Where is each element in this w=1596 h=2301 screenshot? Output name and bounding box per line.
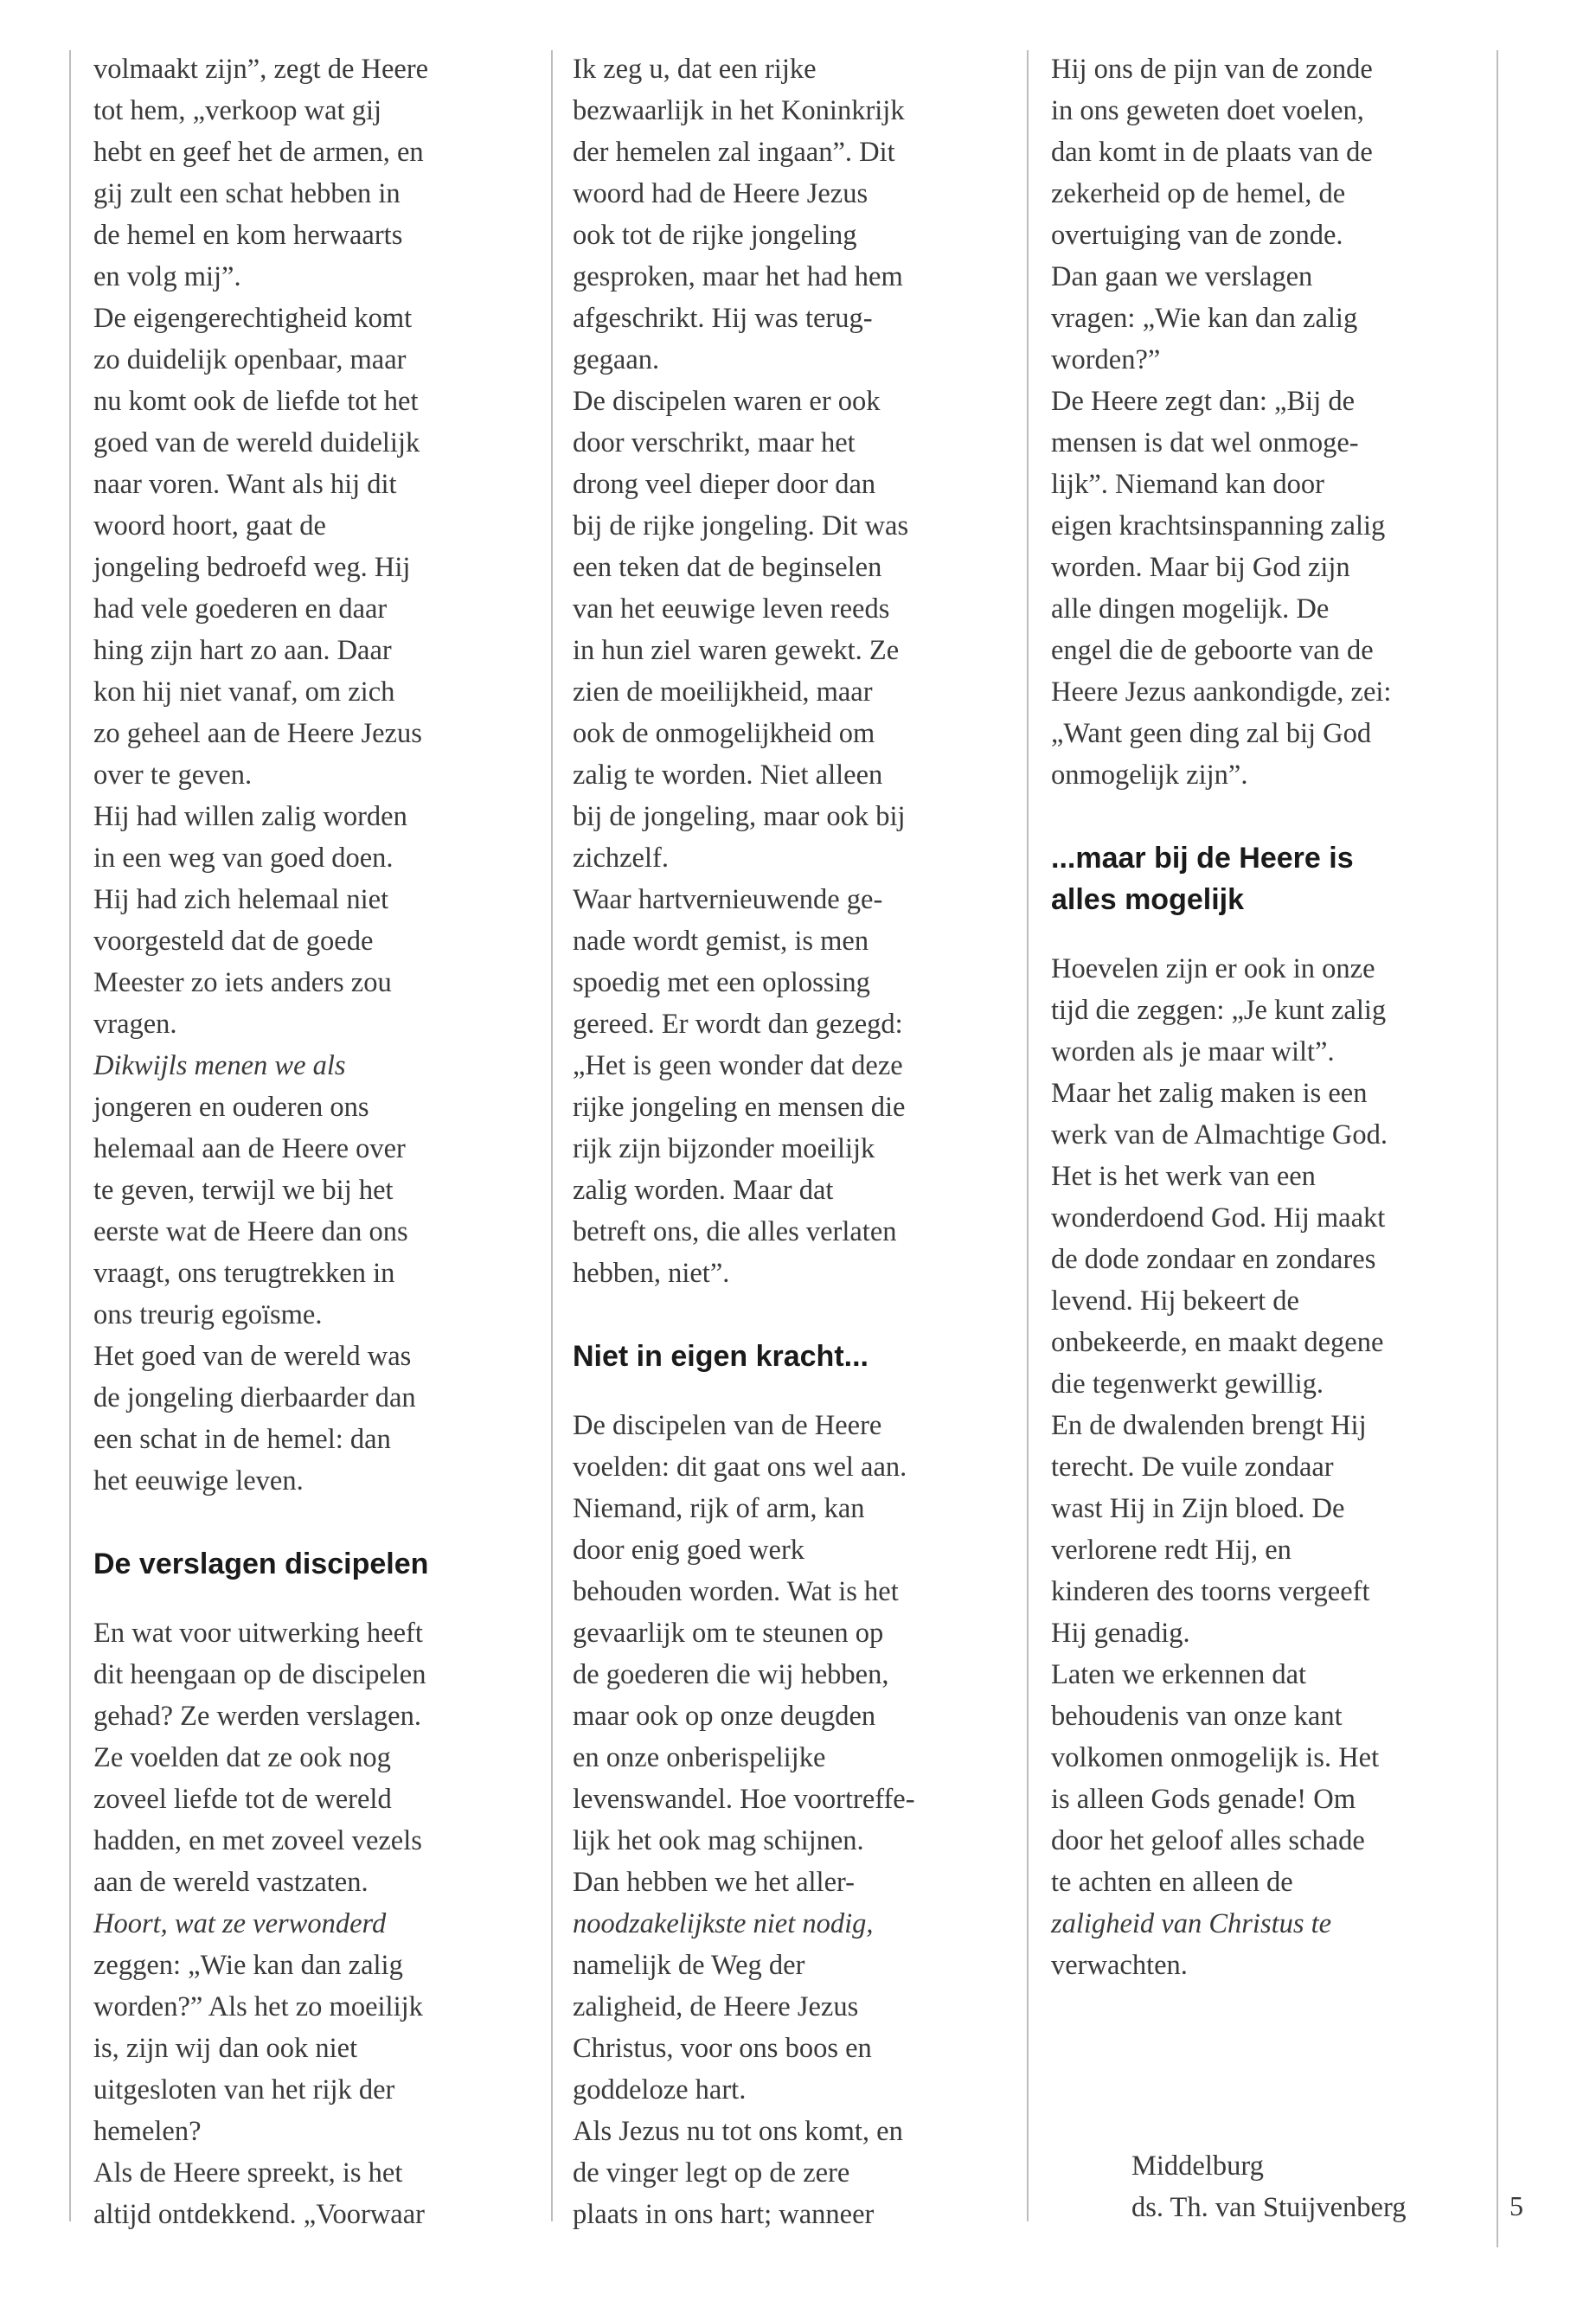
text-line: hing zijn hart zo aan. Daar bbox=[93, 635, 392, 666]
text-line: gegaan. bbox=[573, 344, 660, 375]
text-line: verlorene redt Hij, en bbox=[1051, 1535, 1292, 1566]
text-line: maar ook op onze deugden bbox=[573, 1701, 876, 1732]
text-line: bij de rijke jongeling. Dit was bbox=[573, 510, 909, 542]
text-line: gehad? Ze werden verslagen. bbox=[93, 1701, 421, 1732]
text-line: gij zult een schat hebben in bbox=[93, 178, 401, 209]
text-line: eigen krachtsinspanning zalig bbox=[1051, 510, 1386, 542]
text-line: vraagt, ons terugtrekken in bbox=[93, 1258, 395, 1289]
text-line: worden. Maar bij God zijn bbox=[1051, 552, 1350, 583]
text-line: dit heengaan op de discipelen bbox=[93, 1659, 426, 1690]
text-line: eerste wat de Heere dan ons bbox=[93, 1216, 408, 1247]
text-line: aan de wereld vastzaten. bbox=[93, 1867, 369, 1898]
text-line: te achten en alleen de bbox=[1051, 1867, 1293, 1898]
text-line: zeggen: „Wie kan dan zalig bbox=[93, 1950, 403, 1981]
text-line: spoedig met een oplossing bbox=[573, 967, 870, 998]
text-line: Niemand, rijk of arm, kan bbox=[573, 1493, 865, 1524]
text-line: ook de onmogelijkheid om bbox=[573, 718, 875, 749]
column-rule-left bbox=[69, 50, 71, 2221]
text-line: Hoort, wat ze verwonderd bbox=[93, 1908, 387, 1939]
text-line: de jongeling dierbaarder dan bbox=[93, 1382, 416, 1413]
text-line: goddeloze hart. bbox=[573, 2074, 747, 2106]
text-line: en volg mij”. bbox=[93, 261, 241, 292]
text-line: zaligheid, de Heere Jezus bbox=[573, 1991, 859, 2022]
text-line: De Heere zegt dan: „Bij de bbox=[1051, 386, 1356, 417]
text-line: onmogelijk zijn”. bbox=[1051, 760, 1248, 791]
text-line: nu komt ook de liefde tot het bbox=[93, 386, 419, 417]
signature-place: Middelburg bbox=[1131, 2150, 1264, 2182]
text-line: werk van de Almachtige God. bbox=[1051, 1119, 1388, 1150]
text-line: ons treurig egoïsme. bbox=[93, 1299, 323, 1330]
author-signature bbox=[1131, 2145, 1406, 2228]
text-line: jongeling bedroefd weg. Hij bbox=[93, 552, 411, 583]
text-line: helemaal aan de Heere over bbox=[93, 1133, 406, 1164]
text-line: alle dingen mogelijk. De bbox=[1051, 593, 1330, 625]
text-line: Dan gaan we verslagen bbox=[1051, 261, 1313, 292]
text-line: rijke jongeling en mensen die bbox=[573, 1092, 906, 1123]
text-line: woord hoort, gaat de bbox=[93, 510, 326, 542]
text-line: noodzakelijkste niet nodig, bbox=[573, 1908, 874, 1939]
section-heading: De verslagen discipelen bbox=[93, 1548, 429, 1580]
text-column-3 bbox=[1051, 48, 1501, 1986]
text-line: De eigengerechtigheid komt bbox=[93, 303, 413, 334]
text-line: verwachten. bbox=[1051, 1950, 1188, 1981]
text-line: uitgesloten van het rijk der bbox=[93, 2074, 395, 2106]
text-line: worden?” Als het zo moeilijk bbox=[93, 1991, 423, 2022]
text-line: terecht. De vuile zondaar bbox=[1051, 1452, 1334, 1483]
text-line: engel die de geboorte van de bbox=[1051, 635, 1374, 666]
text-line: behoudenis van onze kant bbox=[1051, 1701, 1343, 1732]
text-line: is alleen Gods genade! Om bbox=[1051, 1784, 1356, 1815]
text-line: hemelen? bbox=[93, 2116, 202, 2147]
text-column-1 bbox=[93, 48, 526, 2235]
text-line: „Want geen ding zal bij God bbox=[1051, 718, 1372, 749]
text-line: rijk zijn bijzonder moeilijk bbox=[573, 1133, 875, 1164]
text-line: plaats in ons hart; wanneer bbox=[573, 2199, 875, 2230]
text-line: van het eeuwige leven reeds bbox=[573, 593, 890, 625]
text-line: tijd die zeggen: „Je kunt zalig bbox=[1051, 995, 1387, 1026]
text-line: zo duidelijk openbaar, maar bbox=[93, 344, 407, 375]
page-number: 5 bbox=[1509, 2190, 1523, 2221]
text-line: Hij had willen zalig worden bbox=[93, 801, 407, 832]
text-line: kon hij niet vanaf, om zich bbox=[93, 676, 395, 708]
text-line: nade wordt gemist, is men bbox=[573, 926, 869, 957]
text-line: zekerheid op de hemel, de bbox=[1051, 178, 1346, 209]
text-line: wast Hij in Zijn bloed. De bbox=[1051, 1493, 1345, 1524]
text-line: tot hem, „verkoop wat gij bbox=[93, 95, 382, 126]
text-line: En de dwalenden brengt Hij bbox=[1051, 1410, 1367, 1441]
text-line: te geven, terwijl we bij het bbox=[93, 1175, 394, 1206]
text-column-2 bbox=[573, 48, 1005, 2235]
text-line: goed van de wereld duidelijk bbox=[93, 427, 420, 458]
text-line: En wat voor uitwerking heeft bbox=[93, 1618, 423, 1649]
text-line: Ik zeg u, dat een rijke bbox=[573, 54, 817, 85]
signature-author: ds. Th. van Stuijvenberg bbox=[1131, 2192, 1407, 2223]
text-line: zalig worden. Maar dat bbox=[573, 1175, 834, 1206]
text-line: der hemelen zal ingaan”. Dit bbox=[573, 137, 895, 168]
text-line: Maar het zalig maken is een bbox=[1051, 1078, 1368, 1109]
text-line: dan komt in de plaats van de bbox=[1051, 137, 1373, 168]
text-line: in hun ziel waren gewekt. Ze bbox=[573, 635, 900, 666]
text-line: vragen: „Wie kan dan zalig bbox=[1051, 303, 1358, 334]
section-heading: Niet in eigen kracht... bbox=[573, 1340, 869, 1373]
text-line: de dode zondaar en zondares bbox=[1051, 1244, 1376, 1275]
paragraph-block bbox=[1051, 48, 1501, 796]
text-line: Als de Heere spreekt, is het bbox=[93, 2157, 403, 2189]
text-line: alles mogelijk bbox=[1051, 883, 1244, 916]
text-line: levend. Hij bekeert de bbox=[1051, 1285, 1299, 1317]
text-line: hebt en geef het de armen, en bbox=[93, 137, 424, 168]
text-line: Als Jezus nu tot ons komt, en bbox=[573, 2116, 903, 2147]
text-line: voorgesteld dat de goede bbox=[93, 926, 374, 957]
text-line: hadden, en met zoveel vezels bbox=[93, 1825, 422, 1856]
text-line: Ze voelden dat ze ook nog bbox=[93, 1742, 391, 1773]
text-line: afgeschrikt. Hij was terug- bbox=[573, 303, 873, 334]
text-line: namelijk de Weg der bbox=[573, 1950, 805, 1981]
text-line: wonderdoend God. Hij maakt bbox=[1051, 1202, 1386, 1234]
text-line: bezwaarlijk in het Koninkrijk bbox=[573, 95, 905, 126]
text-line: behouden worden. Wat is het bbox=[573, 1576, 899, 1607]
text-line: Laten we erkennen dat bbox=[1051, 1659, 1307, 1690]
text-line: betreft ons, die alles verlaten bbox=[573, 1216, 897, 1247]
text-line: en onze onberispelijke bbox=[573, 1742, 826, 1773]
text-line: die tegenwerkt gewillig. bbox=[1051, 1368, 1324, 1400]
text-line: volmaakt zijn”, zegt de Heere bbox=[93, 54, 429, 85]
text-line: worden?” bbox=[1051, 344, 1161, 375]
text-line: een teken dat de beginselen bbox=[573, 552, 882, 583]
italic-line-block bbox=[93, 1903, 526, 1945]
text-line: het eeuwige leven. bbox=[93, 1465, 304, 1497]
text-line: zaligheid van Christus te bbox=[1051, 1908, 1332, 1939]
text-line: kinderen des toorns vergeeft bbox=[1051, 1576, 1370, 1607]
text-line: bij de jongeling, maar ook bij bbox=[573, 801, 906, 832]
text-line: altijd ontdekkend. „Voorwaar bbox=[93, 2199, 425, 2230]
text-line: lijk”. Niemand kan door bbox=[1051, 469, 1324, 500]
text-line: naar voren. Want als hij dit bbox=[93, 469, 397, 500]
text-line: De discipelen waren er ook bbox=[573, 386, 881, 417]
text-line: zien de moeilijkheid, maar bbox=[573, 676, 873, 708]
text-line: woord had de Heere Jezus bbox=[573, 178, 869, 209]
italic-line-block bbox=[573, 1903, 1005, 1945]
paragraph-block bbox=[93, 1612, 526, 1903]
paragraph-block bbox=[573, 1945, 1005, 2235]
text-line: in een weg van goed doen. bbox=[93, 843, 394, 874]
text-line: de goederen die wij hebben, bbox=[573, 1659, 889, 1690]
paragraph-block bbox=[1051, 1945, 1501, 1986]
text-line: gevaarlijk om te steunen op bbox=[573, 1618, 884, 1649]
text-line: vragen. bbox=[93, 1009, 177, 1040]
text-line: over te geven. bbox=[93, 760, 253, 791]
text-line: zoveel liefde tot de wereld bbox=[93, 1784, 392, 1815]
text-line: voelden: dit gaat ons wel aan. bbox=[573, 1452, 907, 1483]
italic-line-block bbox=[1051, 1903, 1501, 1945]
text-line: mensen is dat wel onmoge- bbox=[1051, 427, 1359, 458]
text-line: zo geheel aan de Heere Jezus bbox=[93, 718, 422, 749]
text-line: de vinger legt op de zere bbox=[573, 2157, 850, 2189]
text-line: Hij ons de pijn van de zonde bbox=[1051, 54, 1373, 85]
text-line: Dikwijls menen we als bbox=[93, 1050, 346, 1081]
text-line: Hij genadig. bbox=[1051, 1618, 1190, 1649]
text-line: Heere Jezus aankondigde, zei: bbox=[1051, 676, 1392, 708]
text-line: hebben, niet”. bbox=[573, 1258, 730, 1289]
text-line: De discipelen van de Heere bbox=[573, 1410, 882, 1441]
text-line: Christus, voor ons boos en bbox=[573, 2033, 872, 2064]
text-line: zalig te worden. Niet alleen bbox=[573, 760, 883, 791]
paragraph-block bbox=[1051, 948, 1501, 1903]
text-line: is, zijn wij dan ook niet bbox=[93, 2033, 358, 2064]
paragraph-block bbox=[573, 1405, 1005, 1903]
text-line: gereed. Er wordt dan gezegd: bbox=[573, 1009, 903, 1040]
section-heading bbox=[1051, 837, 1501, 920]
text-line: overtuiging van de zonde. bbox=[1051, 220, 1343, 251]
text-line: levenswandel. Hoe voortreffe- bbox=[573, 1784, 915, 1815]
text-line: ook tot de rijke jongeling bbox=[573, 220, 857, 251]
text-line: Waar hartvernieuwende ge- bbox=[573, 884, 883, 915]
text-line: worden als je maar wilt”. bbox=[1051, 1036, 1335, 1067]
text-line: zichzelf. bbox=[573, 843, 669, 874]
text-line: jongeren en ouderen ons bbox=[93, 1092, 369, 1123]
paragraph-block bbox=[93, 1945, 526, 2235]
text-line: in ons geweten doet voelen, bbox=[1051, 95, 1364, 126]
paragraph-block bbox=[573, 48, 1005, 1294]
text-line: een schat in de hemel: dan bbox=[93, 1424, 391, 1455]
text-line: Het goed van de wereld was bbox=[93, 1341, 412, 1372]
text-line: ...maar bij de Heere is bbox=[1051, 842, 1354, 875]
text-line: door verschrikt, maar het bbox=[573, 427, 856, 458]
text-line: Meester zo iets anders zou bbox=[93, 967, 392, 998]
text-line: door enig goed werk bbox=[573, 1535, 805, 1566]
text-line: door het geloof alles schade bbox=[1051, 1825, 1365, 1856]
text-line: had vele goederen en daar bbox=[93, 593, 388, 625]
text-line: Hoevelen zijn er ook in onze bbox=[1051, 953, 1375, 984]
paragraph-block bbox=[93, 1086, 526, 1502]
text-line: „Het is geen wonder dat deze bbox=[573, 1050, 903, 1081]
text-line: volkomen onmogelijk is. Het bbox=[1051, 1742, 1380, 1773]
paragraph-block bbox=[93, 48, 526, 1045]
text-line: drong veel dieper door dan bbox=[573, 469, 876, 500]
column-rule-middle bbox=[551, 50, 553, 2221]
italic-line-block bbox=[93, 1045, 526, 1086]
text-line: Hij had zich helemaal niet bbox=[93, 884, 389, 915]
text-line: lijk het ook mag schijnen. bbox=[573, 1825, 864, 1856]
text-line: de hemel en kom herwaarts bbox=[93, 220, 403, 251]
column-rule-right bbox=[1027, 50, 1029, 2221]
text-line: Dan hebben we het aller- bbox=[573, 1867, 855, 1898]
text-line: onbekeerde, en maakt degene bbox=[1051, 1327, 1384, 1358]
text-line: gesproken, maar het had hem bbox=[573, 261, 903, 292]
text-line: Het is het werk van een bbox=[1051, 1161, 1316, 1192]
